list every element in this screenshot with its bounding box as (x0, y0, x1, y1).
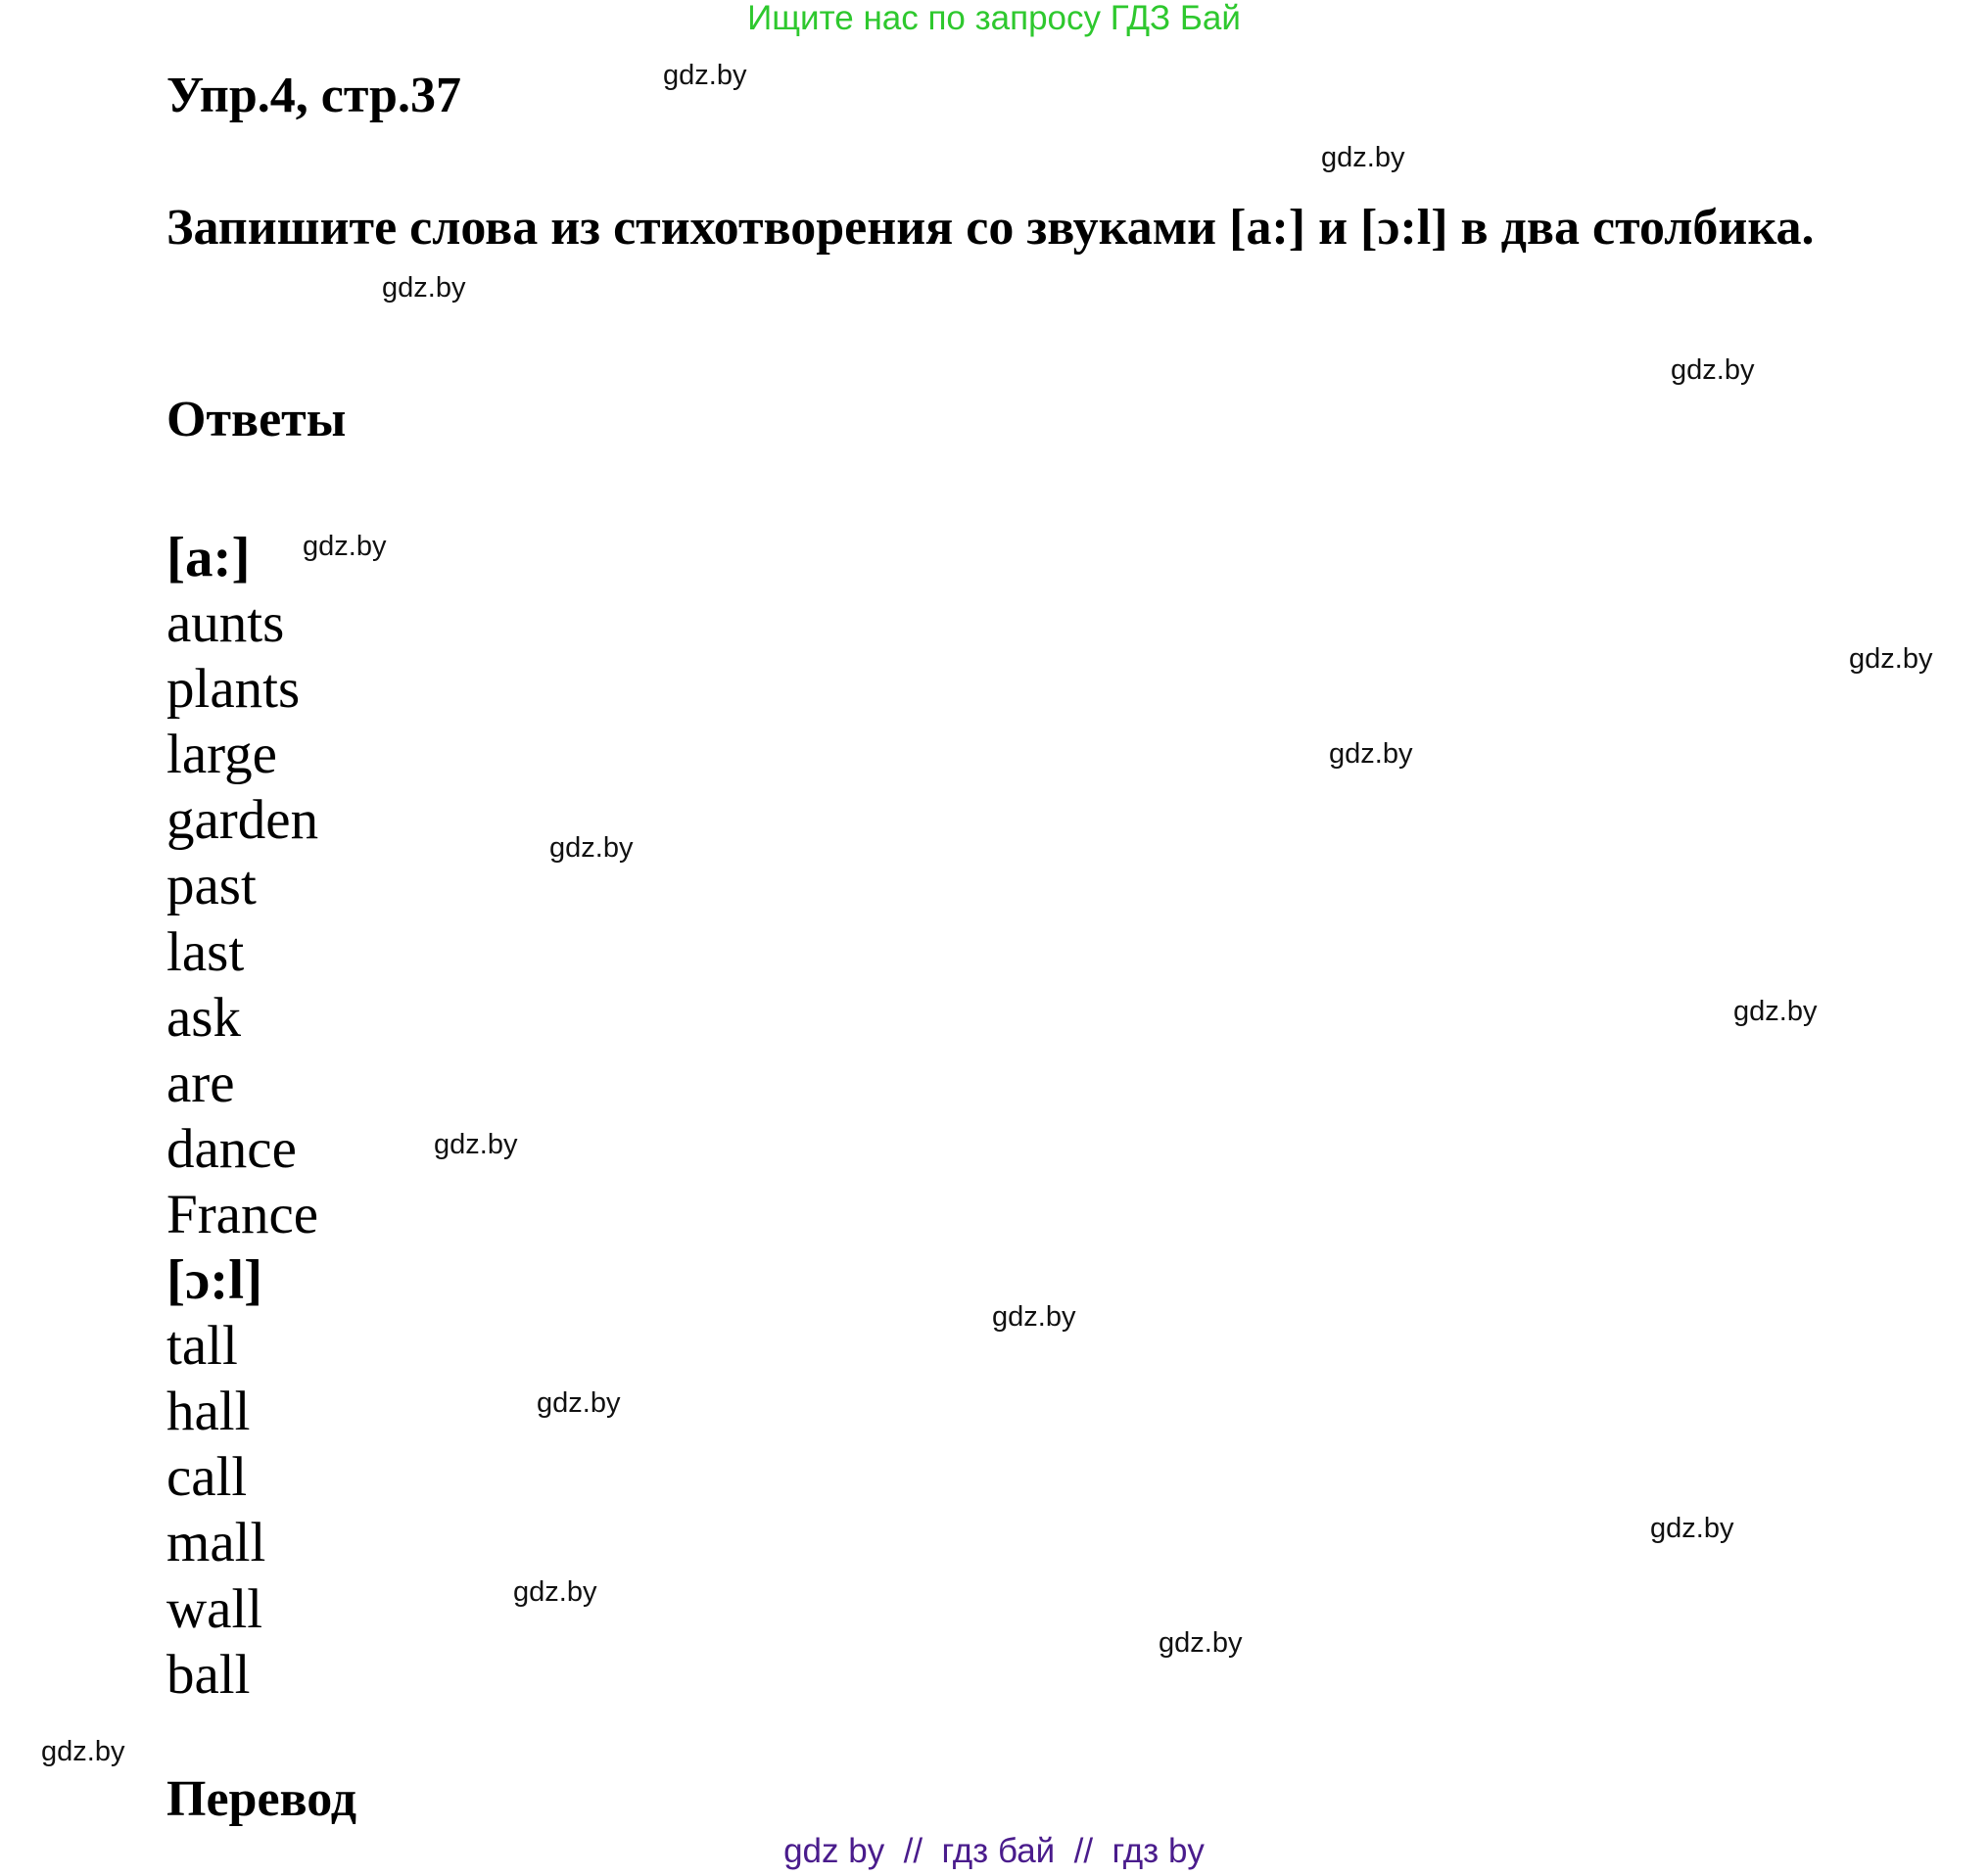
watermark: gdz.by (663, 60, 747, 91)
group-header-a: [a:] (166, 527, 251, 588)
word-item: last (166, 920, 245, 983)
watermark: gdz.by (1671, 354, 1755, 386)
word-item: mall (166, 1512, 266, 1574)
word-item: aunts (166, 592, 285, 655)
word-item: past (166, 855, 257, 917)
word-item: hall (166, 1381, 251, 1443)
word-item: large (166, 724, 277, 786)
watermark: gdz.by (382, 272, 466, 304)
watermark: gdz.by (1650, 1513, 1734, 1544)
group-header-ol: [ɔ:l] (166, 1249, 263, 1312)
word-item: tall (166, 1315, 238, 1378)
watermark: gdz.by (1733, 996, 1818, 1027)
search-banner: Ищите нас по запросу ГДЗ Бай (747, 0, 1241, 37)
exercise-title: Упр.4, стр.37 (166, 68, 461, 123)
watermark: gdz.by (1849, 643, 1933, 675)
watermark: gdz.by (537, 1387, 621, 1419)
word-item: dance (166, 1117, 297, 1180)
watermark: gdz.by (41, 1736, 125, 1767)
watermark: gdz.by (434, 1129, 518, 1160)
word-item: ball (166, 1643, 251, 1706)
word-item: wall (166, 1577, 263, 1640)
word-item: ask (166, 986, 241, 1049)
word-item: garden (166, 789, 319, 852)
answer-word-list (166, 525, 318, 1708)
exercise-instruction: Запишите слова из стихотворения со звуками [a:] и [ɔ:l] в два столбика. (166, 200, 1815, 256)
watermark: gdz.by (549, 832, 634, 864)
translation-heading: Перевод (166, 1771, 357, 1827)
word-item: France (166, 1183, 319, 1245)
watermark: gdz.by (513, 1576, 597, 1608)
answers-heading: Ответы (166, 392, 347, 447)
watermark: gdz.by (1159, 1627, 1243, 1659)
footer-watermark: gdz by // гдз бай // гдз by (783, 1832, 1205, 1870)
watermark: gdz.by (303, 531, 387, 562)
word-item: call (166, 1446, 248, 1509)
watermark: gdz.by (992, 1301, 1076, 1333)
watermark: gdz.by (1321, 142, 1405, 173)
word-item: are (166, 1052, 235, 1114)
word-item: plants (166, 658, 301, 721)
watermark: gdz.by (1329, 738, 1413, 770)
